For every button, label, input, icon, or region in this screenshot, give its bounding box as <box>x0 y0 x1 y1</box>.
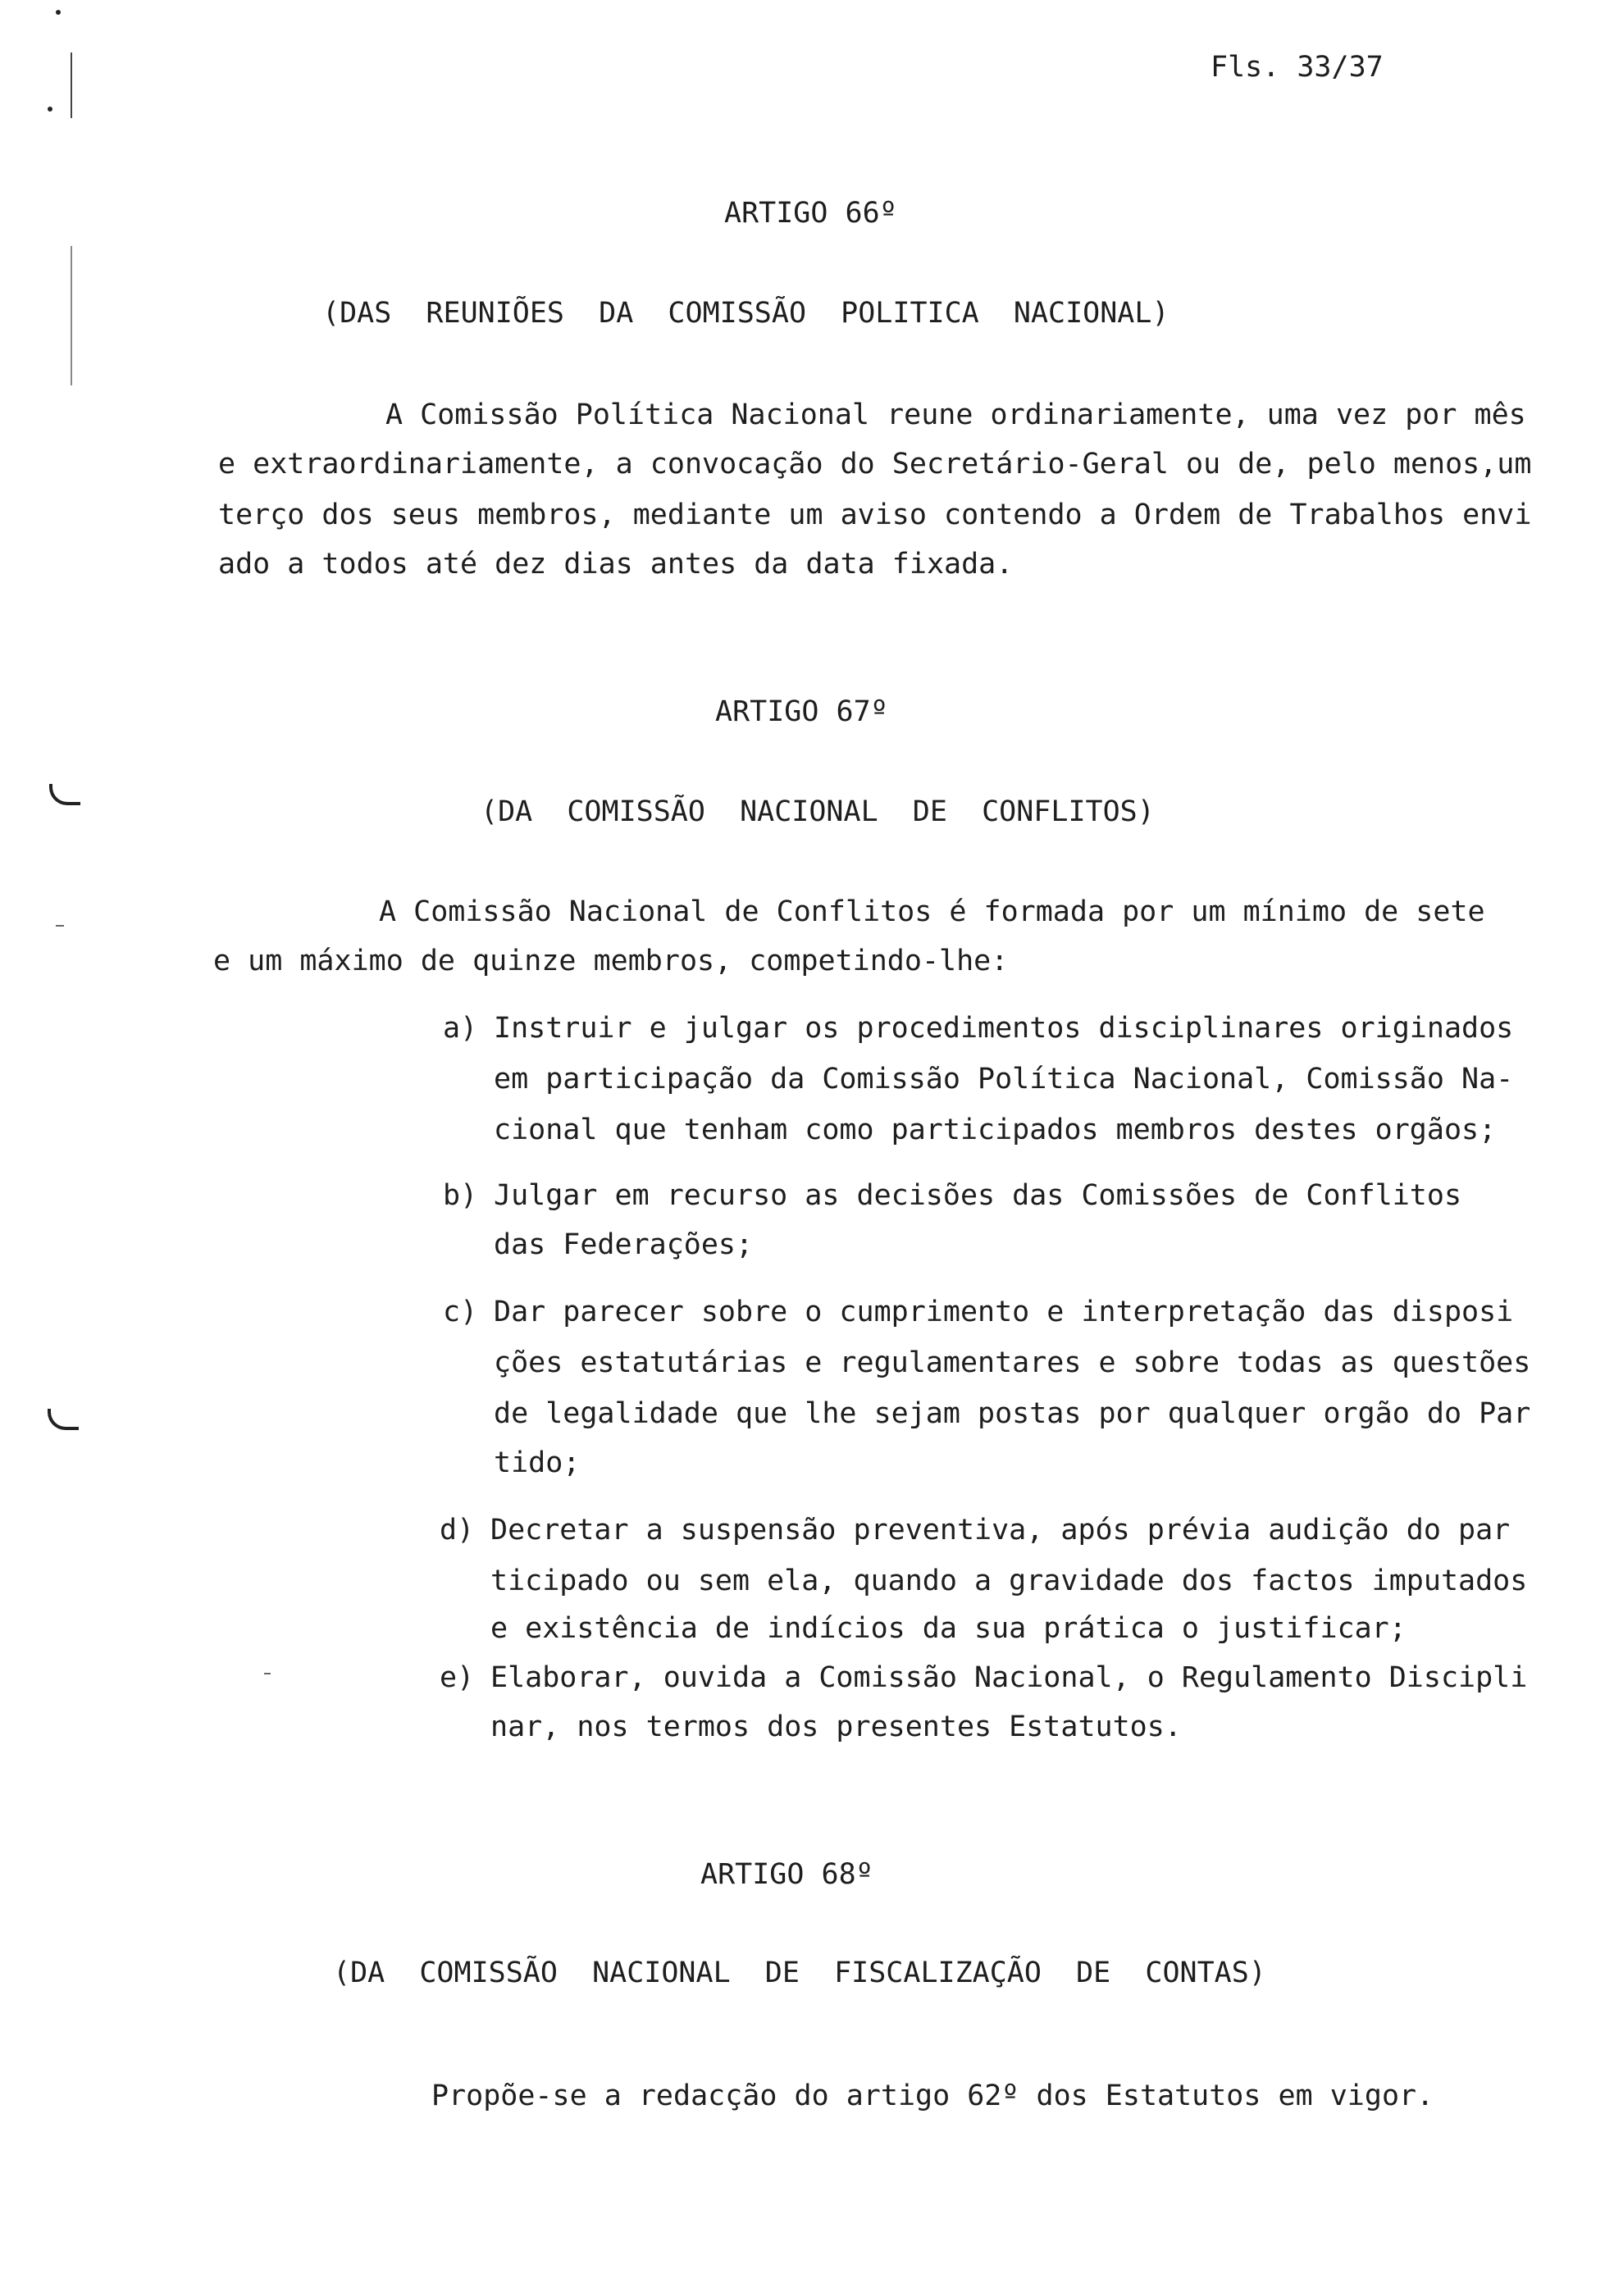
margin-dot <box>56 10 61 15</box>
list-item-line: Dar parecer sobre o cumprimento e interpretação das disposi <box>494 1296 1514 1328</box>
article-66-line: A Comissão Política Nacional reune ordinariamente, uma vez por mês <box>385 399 1526 431</box>
article-68-line: Propõe-se a redacção do artigo 62º dos Estatutos em vigor. <box>431 2080 1434 2112</box>
margin-rule <box>71 246 72 385</box>
list-item-line: cional que tenham como participados membros destes orgãos; <box>494 1114 1497 1146</box>
list-item-line: Instruir e julgar os procedimentos disciplinares originados <box>494 1012 1514 1045</box>
folio-number: Fls. 33/37 <box>1210 51 1384 84</box>
list-item-line: de legalidade que lhe sejam postas por qualquer orgão do Par <box>494 1397 1531 1430</box>
margin-check-mark <box>49 784 80 805</box>
list-item-line: ções estatutárias e regulamentares e sobre todas as questões <box>494 1346 1531 1379</box>
list-item-line: Decretar a suspensão preventiva, após prévia audição do par <box>490 1514 1511 1547</box>
list-item-marker: c) <box>443 1296 478 1328</box>
list-item-line: ticipado ou sem ela, quando a gravidade dos factos imputados <box>490 1565 1528 1597</box>
list-item-marker: a) <box>443 1012 478 1045</box>
article-66-line: terço dos seus membros, mediante um aviso contendo a Ordem de Trabalhos envi <box>218 499 1532 531</box>
article-66-title: ARTIGO 66º <box>724 197 897 230</box>
list-item-marker: d) <box>440 1514 475 1547</box>
list-item-line: tido; <box>494 1446 581 1479</box>
list-item-line: e existência de indícios da sua prática o justificar; <box>490 1612 1407 1645</box>
article-66-line: ado a todos até dez dias antes da data fixada. <box>218 548 1014 581</box>
article-67-intro-line: e um máximo de quinze membros, competindo-lhe: <box>213 945 1009 977</box>
list-item-line: Elaborar, ouvida a Comissão Nacional, o Regulamento Discipli <box>490 1661 1528 1694</box>
article-67-title: ARTIGO 67º <box>715 695 888 728</box>
article-67-subtitle: (DA COMISSÃO NACIONAL DE CONFLITOS) <box>481 795 1155 828</box>
margin-tick <box>56 925 64 927</box>
list-item-line: nar, nos termos dos presentes Estatutos. <box>490 1711 1182 1743</box>
list-item-line: em participação da Comissão Política Nacional, Comissão Na- <box>494 1063 1514 1096</box>
margin-tick <box>264 1673 271 1674</box>
list-item-line: das Federações; <box>494 1228 754 1261</box>
article-68-subtitle: (DA COMISSÃO NACIONAL DE FISCALIZAÇÃO DE CONTAS) <box>333 1957 1266 1989</box>
article-66-subtitle: (DAS REUNIÕES DA COMISSÃO POLITICA NACIONAL) <box>322 297 1169 330</box>
margin-dot <box>48 107 52 112</box>
article-68-title: ARTIGO 68º <box>700 1858 873 1891</box>
list-item-marker: b) <box>443 1179 478 1212</box>
article-67-intro-line: A Comissão Nacional de Conflitos é formada por um mínimo de sete <box>379 895 1485 928</box>
margin-check-mark <box>48 1409 79 1430</box>
list-item-marker: e) <box>440 1661 475 1694</box>
list-item-line: Julgar em recurso as decisões das Comissões de Conflitos <box>494 1179 1462 1212</box>
margin-rule <box>71 52 72 118</box>
article-66-line: e extraordinariamente, a convocação do Secretário-Geral ou de, pelo menos,um <box>218 448 1532 481</box>
